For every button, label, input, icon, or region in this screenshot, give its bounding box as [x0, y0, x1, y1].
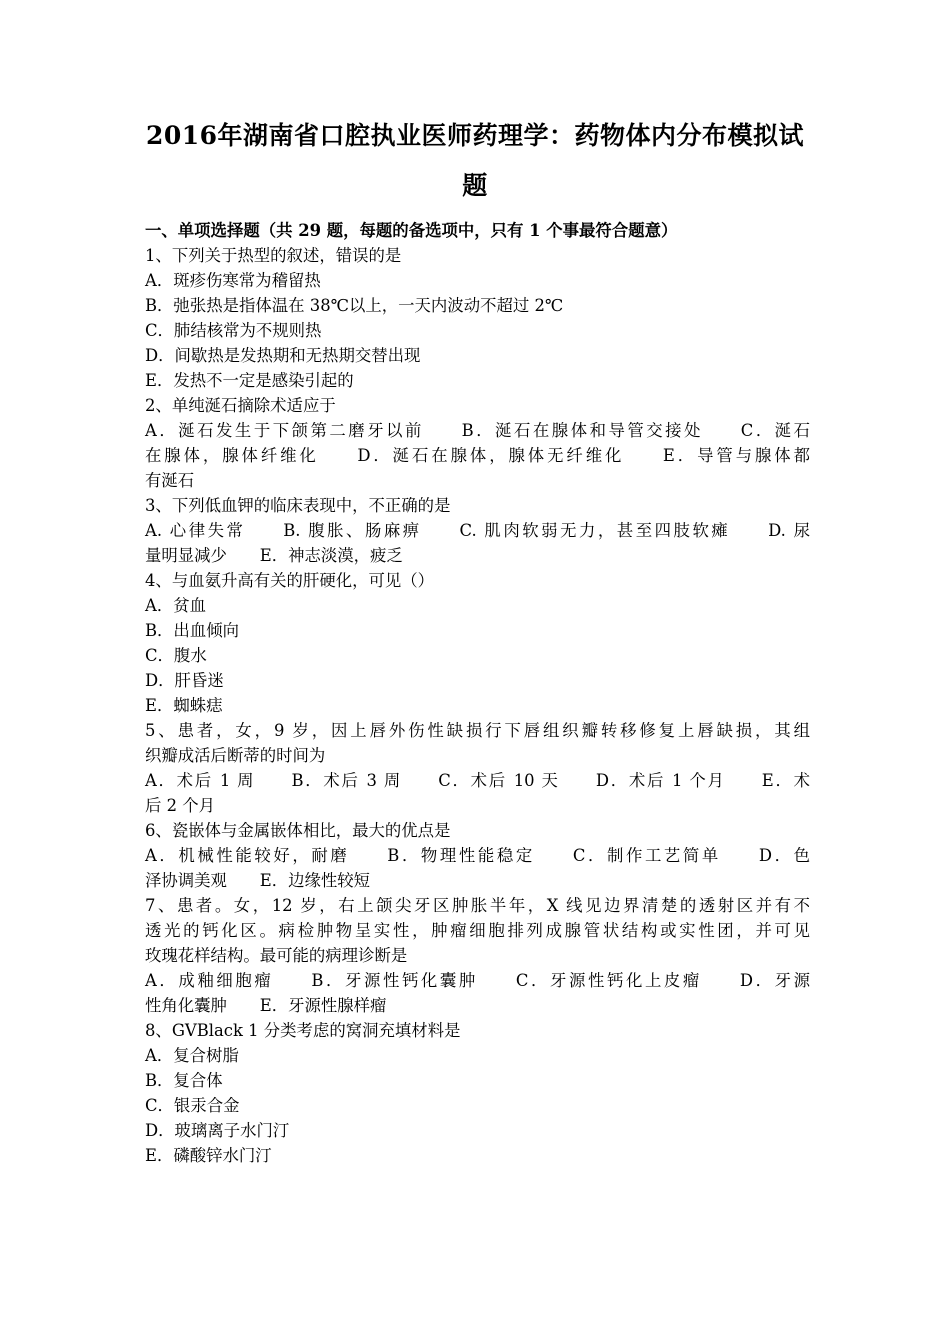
text-line: 5、患者，女，9 岁，因上唇外伤性缺损行下唇组织瓣转移修复上唇缺损，其组: [145, 721, 810, 740]
text-line: C．肺结核常为不规则热: [145, 321, 322, 340]
text-line: E．发热不一定是感染引起的: [145, 371, 354, 390]
text-line: 6、瓷嵌体与金属嵌体相比，最大的优点是: [145, 821, 451, 840]
text-line: 在腺体，腺体纤维化 D．涎石在腺体，腺体无纤维化 E．导管与腺体都: [145, 446, 810, 465]
text-line: A．成釉细胞瘤 B．牙源性钙化囊肿 C．牙源性钙化上皮瘤 D．牙源: [145, 971, 810, 990]
text-line: 泽协调美观 E．边缘性较短: [145, 871, 371, 890]
text-line: 1、下列关于热型的叙述，错误的是: [145, 246, 402, 265]
text-line: B．复合体: [145, 1071, 223, 1090]
text-line: C．腹水: [145, 646, 207, 665]
section-heading: 一、单项选择题（共 29 题，每题的备选项中，只有 1 个事最符合题意）: [145, 221, 678, 240]
text-line: A．机械性能较好，耐磨 B．物理性能稳定 C．制作工艺简单 D．色: [145, 846, 810, 865]
text-line: A．贫血: [145, 596, 207, 615]
document-body: [145, 218, 810, 1168]
text-line: D．肝昏迷: [145, 671, 224, 690]
text-line: 4、与血氨升高有关的肝硬化，可见（）: [145, 571, 435, 590]
text-line: B．弛张热是指体温在 38℃以上，一天内波动不超过 2℃: [145, 296, 564, 315]
text-line: 织瓣成活后断蒂的时间为: [145, 746, 326, 765]
text-line: D．间歇热是发热期和无热期交替出现: [145, 346, 421, 365]
text-line: 有涎石: [145, 471, 195, 490]
document-title-line-2: 题: [462, 171, 488, 200]
text-line: D．玻璃离子水门汀: [145, 1121, 290, 1140]
text-line: E．磷酸锌水门汀: [145, 1146, 272, 1165]
text-line: B．出血倾向: [145, 621, 239, 640]
text-line: A．复合树脂: [145, 1046, 239, 1065]
text-line: 2、单纯涎石摘除术适应于: [145, 396, 336, 415]
text-line: 8、GVBlack 1 分类考虑的窝洞充填材料是: [145, 1021, 461, 1040]
text-line: A．斑疹伤寒常为稽留热: [145, 271, 321, 290]
text-line: 3、下列低血钾的临床表现中，不正确的是: [145, 496, 451, 515]
text-line: 玫瑰花样结构。最可能的病理诊断是: [145, 946, 408, 965]
text-line: A. 心律失常 B. 腹胀、肠麻痹 C. 肌肉软弱无力，甚至四肢软瘫 D. 尿: [145, 521, 810, 540]
text-line: 7、患者。女，12 岁，右上颌尖牙区肿胀半年，X 线见边界清楚的透射区并有不: [145, 896, 810, 915]
text-line: 量明显减少 E．神志淡漠，疲乏: [145, 546, 403, 565]
text-line: E．蜘蛛痣: [145, 696, 223, 715]
text-line: 性角化囊肿 E．牙源性腺样瘤: [145, 996, 387, 1015]
text-line: C．银汞合金: [145, 1096, 240, 1115]
text-line: 后 2 个月: [145, 796, 216, 815]
text-line: 透光的钙化区。病检肿物呈实性，肿瘤细胞排列成腺管状结构或实性团，并可见: [145, 921, 810, 940]
text-line: A．涎石发生于下颌第二磨牙以前 B．涎石在腺体和导管交接处 C．涎石: [145, 421, 810, 440]
text-line: A．术后 1 周 B．术后 3 周 C．术后 10 天 D．术后 1 个月 E．术: [145, 771, 810, 790]
document-title-line-1: 2016年湖南省口腔执业医师药理学：药物体内分布模拟试: [145, 121, 805, 150]
